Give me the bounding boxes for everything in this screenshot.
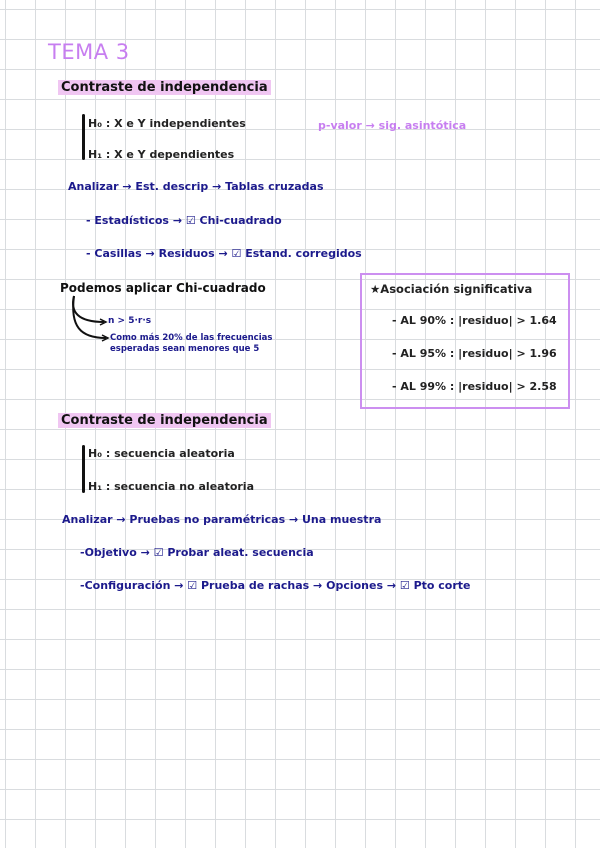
pvalue-note: p-valor → sig. asintótica — [318, 119, 467, 132]
section1-analyze-path: Analizar → Est. descrip → Tablas cruzadas — [68, 180, 324, 193]
page-title: TEMA 3 — [48, 40, 130, 64]
section2-heading — [58, 413, 271, 428]
section1-heading-text: Contraste de independencia — [58, 80, 271, 95]
section1-cells-step: - Casillas → Residuos → ☑ Estand. corregidos — [86, 247, 362, 260]
chi-apply-heading: Podemos aplicar Chi-cuadrado — [60, 281, 266, 295]
section2-objective-step: -Objetivo → ☑ Probar aleat. secuencia — [80, 546, 314, 559]
significance-row: - AL 95% : |residuo| > 1.96 — [392, 347, 557, 360]
section1-stats-step: - Estadísticos → ☑ Chi-cuadrado — [86, 214, 282, 227]
condition-frequencies: Como más 20% de las frecuencias esperadas sean menores que 5 — [110, 333, 273, 354]
significance-row: - AL 90% : |residuo| > 1.64 — [392, 314, 557, 327]
section1-h1: H₁ : X e Y dependientes — [88, 148, 235, 161]
section2-h0: H₀ : secuencia aleatoria — [88, 447, 235, 460]
section2-analyze-path: Analizar → Pruebas no paramétricas → Una muestra — [62, 513, 382, 526]
hypothesis-brace-2 — [82, 445, 85, 493]
condition-n: n > 5·r·s — [108, 316, 152, 326]
section2-h1: H₁ : secuencia no aleatoria — [88, 480, 255, 493]
section2-heading-text: Contraste de independencia — [58, 413, 271, 428]
section2-config-step: -Configuración → ☑ Prueba de rachas → Opciones → ☑ Pto corte — [80, 579, 471, 592]
significance-box-title: ★Asociación significativa — [370, 282, 533, 296]
significance-row: - AL 99% : |residuo| > 2.58 — [392, 380, 557, 393]
section1-h0: H₀ : X e Y independientes — [88, 117, 246, 130]
